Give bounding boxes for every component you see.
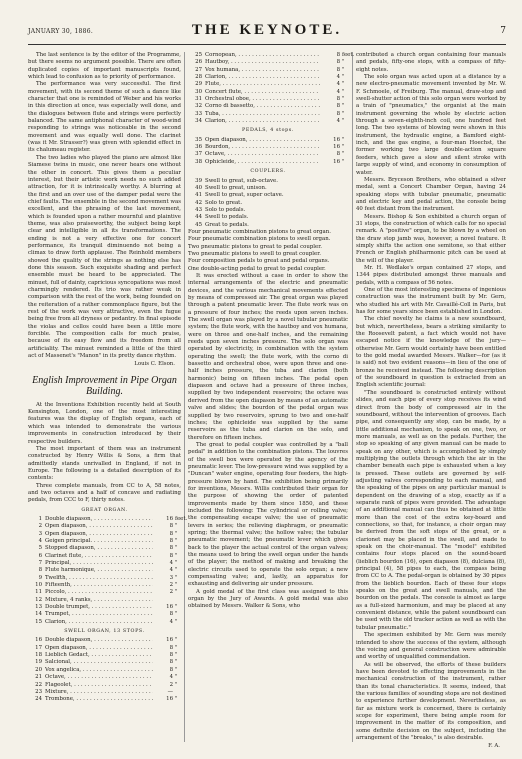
stop-pitch: 8: [169, 523, 173, 530]
stop-name: Flageolet, . . .: [45, 682, 153, 689]
stop-row: [188, 103, 348, 110]
stop-unit: ": [175, 604, 178, 611]
stop-unit: ": [342, 103, 345, 110]
stop-unit: ": [342, 74, 345, 81]
stop-name: Double diapason, . . .: [45, 516, 153, 523]
stop-row: [188, 96, 348, 103]
stop-number: 23: [35, 688, 42, 695]
stop-number: 35: [195, 136, 202, 143]
masthead-title: THE KEYNOTE.: [191, 22, 343, 38]
stop-pitch: 3: [169, 574, 173, 581]
stop-unit: ": [175, 652, 178, 659]
page-header: [28, 22, 506, 45]
stop-number: 6: [38, 552, 42, 559]
stop-number: 38: [195, 158, 202, 165]
stop-row: [188, 74, 348, 81]
stop-number: 33: [195, 110, 202, 117]
coupler-row: [188, 207, 348, 214]
swell-organ-stop-list: [28, 637, 181, 703]
stop-name: Piccolo, . . .: [45, 589, 153, 596]
stop-pitch: 4: [169, 560, 173, 566]
stop-pitch: 16: [333, 144, 340, 151]
stop-unit: ": [175, 659, 178, 666]
stop-unit: ": [175, 681, 178, 688]
stop-name: Vox humana, . . .: [205, 67, 320, 74]
stop-row: [188, 118, 348, 125]
stop-row: [188, 159, 348, 166]
stop-row: [188, 137, 348, 144]
coupler-row: [188, 185, 348, 192]
stop-number: 9: [38, 574, 42, 581]
stop-name: Stopped diapason, . . .: [45, 545, 153, 552]
stop-name: Open diapason, . . .: [45, 523, 153, 530]
stop-name: Octave, . . .: [45, 674, 153, 681]
stop-unit: ": [175, 637, 178, 644]
stop-number: 13: [35, 604, 42, 611]
stop-unit: ": [342, 66, 345, 73]
column-rule: [352, 52, 353, 742]
stop-name: Corno di bassetto, . . .: [205, 103, 320, 110]
coupler-name: Swell to great, sub-octave.: [205, 177, 278, 184]
stop-name: Trumpet, . . .: [45, 611, 153, 618]
stop-name: Fifteenth, . . .: [45, 582, 153, 589]
stop-row: [28, 682, 181, 689]
stop-pitch: 8: [169, 652, 173, 659]
article-paragraph: One of the most interesting specimens of ingenious construction was the instrument built by Mr. Gern, who studied his art with Mr. Cavaillé-Coll in Paris, but has for some years since been established in London.: [356, 287, 506, 316]
stop-number: 25: [195, 52, 202, 58]
stop-number: 15: [35, 618, 42, 625]
stop-row: [28, 545, 181, 552]
article-paragraph: contributed a church organ containing four manuals and pedals, fifty-one stops, with a compass of fifty-eight notes.: [356, 52, 506, 73]
stop-unit: ": [175, 696, 178, 703]
stop-pitch: 4: [169, 567, 173, 574]
stop-pitch: 2: [169, 582, 173, 589]
couplers-heading: COUPLERS.: [250, 169, 286, 175]
stop-number: 2: [38, 523, 42, 530]
issue-date: JANUARY 30, 1886.: [28, 28, 94, 35]
coupler-row: [188, 178, 348, 185]
stop-name: Double trumpet, . . .: [45, 604, 153, 611]
stop-number: 3: [38, 530, 42, 537]
stop-row: [28, 515, 188, 523]
article-paragraph: Messrs. Bishop & Son exhibited a church organ of 31 stops, the construction of which calls for no special remark. A "positive" organ, to be blown by a wheel on the draw stop jamb was, however, a novel feature. It simply shifts the action one semitone, so that either French or English philharmonic pitch can be used at the will of the player.: [356, 213, 506, 264]
swell-organ-heading: SWELL ORGAN, 13 STOPS.: [64, 629, 145, 635]
stop-row: [188, 59, 348, 66]
stop-unit: [173, 597, 181, 604]
stop-unit: ": [175, 523, 178, 530]
stop-pitch: 16: [333, 158, 340, 165]
stop-number: 26: [195, 59, 202, 66]
stop-unit: ": [342, 110, 345, 117]
coupler-number: 45: [195, 221, 202, 228]
coupler-list: [188, 178, 348, 229]
stop-number: 20: [35, 666, 42, 673]
stop-name: Octave, . . .: [205, 151, 320, 158]
article-paragraph: The great to pedal coupler was controlled by a "ball pedal" in addition to the combination pistons. The louvres of the swell box were operated by the agency of the pneumatic lever. The low-pressure wind was supplied by a "Duncan" water engine, operating four feeders, the high-pressure blown by hand. The exhibition being primarily for inventions, Messrs. Willis contributed their organ for the purpose of showing the order of patented improvements made by them since 1850, and these included the following: The cylindrical or rolling valve; the compensating escape valve; the use of pneumatic levers in series; the relieving diaphragm, or pneumatic spring; the thermal valve; the hollow valve; the tubular pneumatic movement; the pneumatic lever which gives back to the player the actual control of the organ valves; the means used to bring the swell organ under the hands of the player; the method of making and breaking the electric circuits used to operate the solo organ; a new compensating valve; and, lastly, an apparatus for exhausting and delivering air under pressure.: [188, 441, 348, 588]
pedal-heading: PEDALS, 4 stops.: [242, 128, 294, 134]
stop-pitch: 4: [336, 118, 340, 125]
coupler-row: [188, 222, 348, 229]
stop-unit: ": [342, 88, 345, 95]
stop-name: Open diapason, . . .: [205, 137, 320, 144]
stop-name: Clarion, . . .: [45, 619, 153, 626]
accessory-line: Two pneumatic pistons to swell to great coupler.: [188, 250, 321, 257]
article-paragraph: A gold medal of the first class was assigned to this organ by the Jury of Awards. A gold medal was also obtained by Messrs. Walker & Sons, who: [188, 588, 348, 610]
stop-name: Salcional, . . .: [45, 659, 153, 666]
stop-pitch: 8: [169, 552, 173, 559]
stop-row: [28, 689, 181, 696]
stop-number: 4: [38, 537, 42, 544]
stop-unit: ": [175, 644, 178, 651]
stop-number: 14: [35, 611, 42, 618]
review-signature: Louis C. Elson.: [134, 361, 175, 368]
stop-pitch: [153, 597, 173, 604]
stop-pitch: 2: [169, 589, 173, 596]
stop-number: 21: [35, 674, 42, 681]
stop-name: Ophicleide, . . .: [205, 159, 320, 166]
stop-name: Bourdon, . . .: [205, 144, 320, 151]
stop-pitch: 4: [169, 618, 173, 625]
stop-unit: ": [342, 59, 345, 66]
stop-pitch: 8: [169, 659, 173, 666]
stop-pitch: —: [167, 688, 173, 695]
stop-row: [188, 81, 348, 88]
stop-number: 31: [195, 96, 202, 103]
stop-row: [28, 619, 181, 626]
stop-pitch: 16: [166, 637, 173, 644]
stop-number: 19: [35, 659, 42, 666]
stop-pitch: 4: [169, 674, 173, 681]
stop-row: [28, 531, 181, 538]
stop-row: [28, 611, 181, 618]
page-number: 7: [500, 26, 506, 36]
stop-pitch: 8: [336, 103, 340, 110]
stop-name: Mixture, 4 ranks, . . .: [45, 597, 153, 604]
coupler-row: [188, 192, 348, 199]
stop-number: 30: [195, 88, 202, 95]
stop-number: 24: [35, 696, 42, 703]
stop-unit: ": [175, 560, 178, 566]
stop-name: Clarion, . . .: [205, 74, 320, 81]
stop-pitch: 8: [169, 666, 173, 673]
coupler-number: 43: [195, 206, 202, 213]
stop-row: [28, 582, 181, 589]
column-3: [356, 52, 506, 754]
stop-unit: ": [175, 552, 178, 559]
stop-number: 37: [195, 151, 202, 158]
stop-number: 34: [195, 118, 202, 125]
stop-pitch: 16: [166, 604, 173, 611]
stop-pitch: 8: [336, 96, 340, 103]
article-paragraph: Messrs. Bryceson Brothers, who obtained a silver medal, sent a Concert Chamber Organ, having 24 speaking stops with tubular pneumatic, pneumatic and electric key and pedal action, the console being 40 feet distant from the instrument.: [356, 176, 506, 213]
stop-pitch: 4: [336, 74, 340, 81]
coupler-name: Solo to great.: [205, 199, 243, 206]
stop-number: 11: [35, 589, 42, 596]
stop-row: [28, 560, 181, 567]
stop-row: [28, 667, 181, 674]
stop-pitch: 8: [336, 52, 340, 58]
stop-row: [28, 538, 181, 545]
coupler-name: Great to pedals.: [205, 221, 249, 228]
pedal-stop-list: [188, 137, 348, 166]
stop-number: 17: [35, 644, 42, 651]
stop-row: [188, 89, 348, 96]
stop-pitch: 8: [336, 151, 340, 158]
stop-row: [28, 523, 181, 530]
stop-row: [28, 589, 181, 596]
stop-number: 16: [35, 637, 42, 644]
stop-unit: ": [342, 81, 345, 88]
stop-unit: ": [342, 158, 345, 165]
coupler-name: Swell to great, super octave.: [205, 192, 284, 199]
stop-unit: ": [175, 530, 178, 537]
stop-unit: ": [342, 96, 345, 103]
stop-name: Vox angelica, . . .: [45, 667, 153, 674]
stop-row: [28, 553, 181, 560]
great-organ-stop-list: [28, 515, 188, 626]
stop-row: [28, 674, 181, 681]
stop-row: [28, 575, 181, 582]
stop-row: [28, 637, 181, 644]
stop-number: 18: [35, 652, 42, 659]
coupler-row: [188, 214, 348, 221]
article-paragraph: The most important of them was an instrument constructed by Henry Willis & Sons, a firm that admittedly stands unrivalled in England, if not in Europe. The following is a detailed description of its contents:: [28, 445, 181, 482]
stop-number: 7: [38, 560, 42, 566]
stop-name: Twelfth, . . .: [45, 575, 153, 582]
stop-name: Concert flute, . . .: [205, 89, 320, 96]
stop-number: 32: [195, 103, 202, 110]
stop-pitch: 4: [336, 81, 340, 88]
stop-unit: ": [175, 545, 178, 552]
coupler-name: Solo to pedals.: [205, 206, 246, 213]
stop-name: Hautboy, . . .: [205, 59, 320, 66]
article-paragraph: The chief novelty he claims is a new soundboard, but which, nevertheless, bears a striking similarity to the Roosevelt patent, a fact which would not have escaped notice if the knowledge of the jury—otherwise Mr. Gern would certainly have been entitled to the gold medal awarded Messrs. Walker—for (as it is said) not two evident reasons—in lieu of the one of bronze he received instead. The following description of the soundboard in question is extracted from an English scientific journal:: [356, 316, 506, 389]
accessory-line: One double-acting pedal to great to pedal coupler.: [188, 265, 326, 272]
column-2: [188, 52, 355, 611]
coupler-row: [188, 200, 348, 207]
stop-row: [28, 652, 181, 659]
stop-unit: ": [175, 666, 178, 673]
stop-unit: ": [342, 118, 345, 125]
stop-number: 5: [38, 545, 42, 552]
accessory-line: Four pneumatic combination pistons to great organ.: [188, 228, 331, 235]
stop-unit: ": [175, 674, 178, 681]
stop-pitch: 8: [169, 530, 173, 537]
coupler-name: Swell to pedals.: [205, 214, 249, 221]
stop-unit: ": [342, 144, 345, 151]
stop-row: [188, 67, 348, 74]
accessory-line: Four pneumatic combination pistons to swell organ.: [188, 236, 331, 243]
stop-number: 29: [195, 81, 202, 88]
article-signature: F. A.: [488, 743, 500, 750]
stop-pitch: 16: [333, 136, 340, 143]
quoted-paragraph: "The soundboard is constructed entirely without slides, and each pipe of every stop receives its wind direct from the body of compressed air in the soundboard, without the intervention of grooves. Each pipe, and consequently any stop, can be made, by a little additional mechanism, to speak on one, two, or more manuals, as well as on the pedals. Further, the stop so speaking of any given manual can be made to speak on any other, which is accomplished by simply multiplying the outlets through which the air in the chamber beneath each pipe is exhausted when a key is pressed. These outlets are governed by self-adjusting valves corresponding to each manual, and the speaking of the pipes on any particular manual is dependent on the drawing of a stop, exactly as if a separate rank of pipes were provided. The advantage of an additional manual can thus be obtained at little more than the cost of the extra key-board and connections, so that, for instance, a choir organ may be derived from the soft stops of the great, or a clarionet may be placed in the swell, and made to speak on the choir-manual. The "model" exhibited contains four stops placed on the sound-board (lieblich bourdon (16), open diapason (8), dulciana (8), principal (4), 58 pipes to each, the compass being from CC to A. The pedal-organ is obtained by 30 pipes from the lieblich bourdon. Each of these four stops speaks on the great and swell manuals, and the bourdon on the pedals. The console is almost as large as a full-sized harmonium, and may be placed at any convenient distance, while the patent soundboard can be used with the old tracker action as well as with the tubular pneumatic.": [356, 389, 506, 631]
stop-row: [28, 567, 181, 574]
article-paragraph: The solo organ was acted upon at a distance by a new electro-pneumatic movement invented by Mr. W. F. Schmoele, of Freiburg. The manual, draw-stop and swell-shutter action of this solo organ were worked by a train of "pneumatics," the organist at the main instrument governing the whole by electric action through a seven-eighth-inch coil, one hundred feet long. The two systems of blowing were shown in this instrument, the hydraulic engine, a Bamford eight-inch, and the gas engine, a four-man Hoechst, the former working two large double-action square feeders, which gave a slow and silent stroke with large supply of wind, and economy in consumption of water.: [356, 74, 506, 176]
stop-name: Open diapason, . . .: [45, 645, 153, 652]
coupler-number: 39: [195, 177, 202, 184]
stop-name: Flute harmonique, . . .: [45, 567, 153, 574]
stop-unit: ": [175, 582, 178, 589]
stop-pitch: 8: [169, 537, 173, 544]
coupler-number: 41: [195, 192, 202, 199]
column-rule: [184, 52, 185, 742]
review-paragraph: The two ladies who played the piano are almost like Siamese twins in music, one never hears one without the other in concert. This gives them a peculiar interest, but their artistic work needs no such added attraction, for it is intrinsically worthy. A blurring at the first and an over use of the damper pedal were the chief faults. The ensemble in the second movement was excellent, and the phrasing of the last movement, which is founded upon a rather mournful and plaintive theme, was also praiseworthy, the subject being kept clear and intelligible in all its transformations. The ending is not a very effective one for concert performance, its tranquil diminuendo not being a climax to draw forth applause. The Reinhold members showed the quality of the strings as nothing else has done this season. Such exquisite shading and perfect ensemble must be heard to be appreciated. The minuet, full of dainty, capricious syncopations was most charmingly rendered. Its trio was rather weak in comparison with the rest of the work, being founded on the reiteration of a rather commonplace figure, but the rest of the work was very attractive, even the fugue being free from all dryness or pedantry. In final episode the violas and cellos could have been a little more forcible. The composition calls for much praise, because of its easy flow and its freedom from all artificiality. The minuet reminded a little of the third act of Massenet's "Manon" in its pretty dance rhythm.: [28, 154, 181, 360]
stop-pitch: 16: [166, 515, 173, 522]
stop-pitch: 8: [169, 644, 173, 651]
stop-number: 10: [35, 582, 42, 589]
coupler-number: 40: [195, 184, 202, 191]
stop-row: [28, 645, 181, 652]
coupler-number: 42: [195, 199, 202, 206]
stop-name: Open diapason, . . .: [45, 531, 153, 538]
stop-row: [188, 144, 348, 151]
coupler-number: 44: [195, 214, 202, 221]
article-paragraph: At the Inventions Exhibition recently held at South Kensington, London, one of the most interesting features was the display of English organs, each of which was intended to demonstrate the various improvements in construction introduced by their respective builders.: [28, 401, 181, 445]
stop-name: Double diapason, . . .: [45, 637, 153, 644]
stop-unit: ": [175, 574, 178, 581]
stop-number: 8: [38, 567, 42, 574]
stop-row: [28, 604, 181, 611]
stop-pitch: 8: [336, 66, 340, 73]
solo-organ-stop-list: [188, 52, 355, 125]
accessory-line: Four composition pedals to great and pedal organs.: [188, 258, 330, 265]
stop-row: [188, 111, 348, 118]
stop-name: Tuba, . . .: [205, 111, 320, 118]
stop-pitch: 8: [169, 545, 173, 552]
stop-name: Mixture, . . .: [45, 689, 153, 696]
stop-row: [188, 151, 348, 158]
accessory-line: Two pneumatic pistons to great to pedal coupler.: [188, 243, 322, 250]
stop-row: [28, 597, 181, 604]
stop-name: Principal, . . .: [45, 560, 153, 567]
great-organ-heading: GREAT ORGAN.: [81, 507, 128, 513]
stop-unit: ": [175, 589, 178, 596]
stop-name: Clarinet flute, . . .: [45, 553, 153, 560]
stop-name: Geigen principal. . . .: [45, 538, 153, 545]
stop-unit: feet.: [175, 515, 188, 522]
stop-row: [28, 659, 181, 666]
stop-row: [28, 696, 181, 703]
stop-unit: ": [342, 151, 345, 158]
article-paragraph: The specimen exhibited by Mr. Gern was merely intended to show the success of the system, although the voicing and general construction were admirable and worthy of unqualified commendation.: [356, 632, 506, 661]
stop-name: Orchestral oboe, . . .: [205, 96, 320, 103]
article-paragraph: It was erected without a case in order to show the internal arrangements of the electric and pneumatic devices, and the various mechanical movements effected by means of compressed air. The great organ was played through a patent pneumatic lever. The flute work was on a pressure of four inches; the reeds upon seven inches. The swell organ was played by a novel tubular pneumatic system; the flute work, with the hautboy and vox humana, were on three and one-half inches, and the remaining reeds upon seven inches pressure. The solo organ was operated by electricity, in combination with the system operating the swell; the flute work, with the corno di bassetto and orchestral oboe, were upon three and one-half inches pressure, the tuba and clarion (both harmonic) being on fifteen inches. The pedal open diapason and octave had a pressure of three inches, supplied by two independent reservoirs; the octave was derived from the open diapason by means of an automatic valve and slides; the bourdon of the pedal organ was supplied by two reservoirs, sprung to two and one-half inches; the ophicleide was supplied by the same reservoirs as the tuba and clarion on the solo, and therefore on fifteen inches.: [188, 272, 348, 441]
coupler-name: Swell to great, unison.: [205, 184, 267, 191]
stop-pitch: 8: [336, 110, 340, 117]
stop-unit: ": [175, 537, 178, 544]
stop-row: [188, 52, 355, 59]
stop-number: 1: [38, 515, 42, 522]
stop-pitch: 8: [336, 59, 340, 66]
column-1: [28, 52, 188, 704]
article-paragraph: As will be observed, the efforts of these builders have been devoted to effecting improvements in the mechanical construction of the instrument, rather than its tonal characteristics. It seems, indeed, that the various families of sounding stops are not destined to experience further development. Nevertheless, as far as mixture work is concerned, there is certainly scope for experiment, there being ample room for improvement in the matter of its composition, and some definite decision on the subject, including the arrangement of the "breaks," is also desirable.: [356, 661, 506, 741]
stop-name: Flute, . . .: [205, 81, 320, 88]
stop-name: Lieblich Gedact, . . .: [45, 652, 153, 659]
stop-pitch: 4: [336, 88, 340, 95]
article-title: English Improvement in Pipe Organ Building.: [32, 374, 177, 397]
stop-unit: ": [342, 136, 345, 143]
stop-name: Clarion, . . .: [205, 118, 320, 125]
stop-name: Cornopean, . . .: [205, 52, 320, 59]
review-paragraph: The last sentence is by the editor of the Programme, but there seems no argument possible. There are often duplicated copies of important manuscripts found, which lead to confusion as to priority of performance.: [28, 52, 181, 81]
stop-unit: [173, 689, 181, 696]
stop-number: 27: [195, 66, 202, 73]
stop-pitch: 2: [169, 681, 173, 688]
stop-unit: ": [175, 567, 178, 574]
stop-unit: ": [175, 618, 178, 625]
stop-name: Trombone, . . .: [45, 696, 153, 703]
stop-unit: feet.: [342, 52, 355, 58]
stop-number: 22: [35, 681, 42, 688]
stop-pitch: 8: [169, 611, 173, 618]
stop-number: 28: [195, 74, 202, 81]
stop-unit: ": [175, 611, 178, 618]
review-paragraph: The performance was very successful. The first movement, with its second theme of such a dance like character that one is reminded of Weber and his works in this direction at once, was especially well done, and the dialogues between flute and strings were perfectly balanced. The same antiphonal character of wood-wind responding to strings was noticeable in the second movement and was equally well done. The clarinet (was it Mr. Strasser?) was given with splendid effect in its chalumeau register.: [28, 81, 181, 154]
stop-number: 36: [195, 144, 202, 151]
article-paragraph: Three complete manuals, from CC to A, 58 notes, and two octaves and a half of concave and radiating pedals, from CCC to F, thirty notes.: [28, 482, 181, 504]
article-paragraph: Mr. H. Wedlake's organ contained 27 stops, and 1344 pipes distributed amongst three manuals and pedals, with a compass of 56 notes.: [356, 264, 506, 286]
stop-pitch: 16: [166, 696, 173, 703]
stop-number: 12: [35, 596, 42, 603]
